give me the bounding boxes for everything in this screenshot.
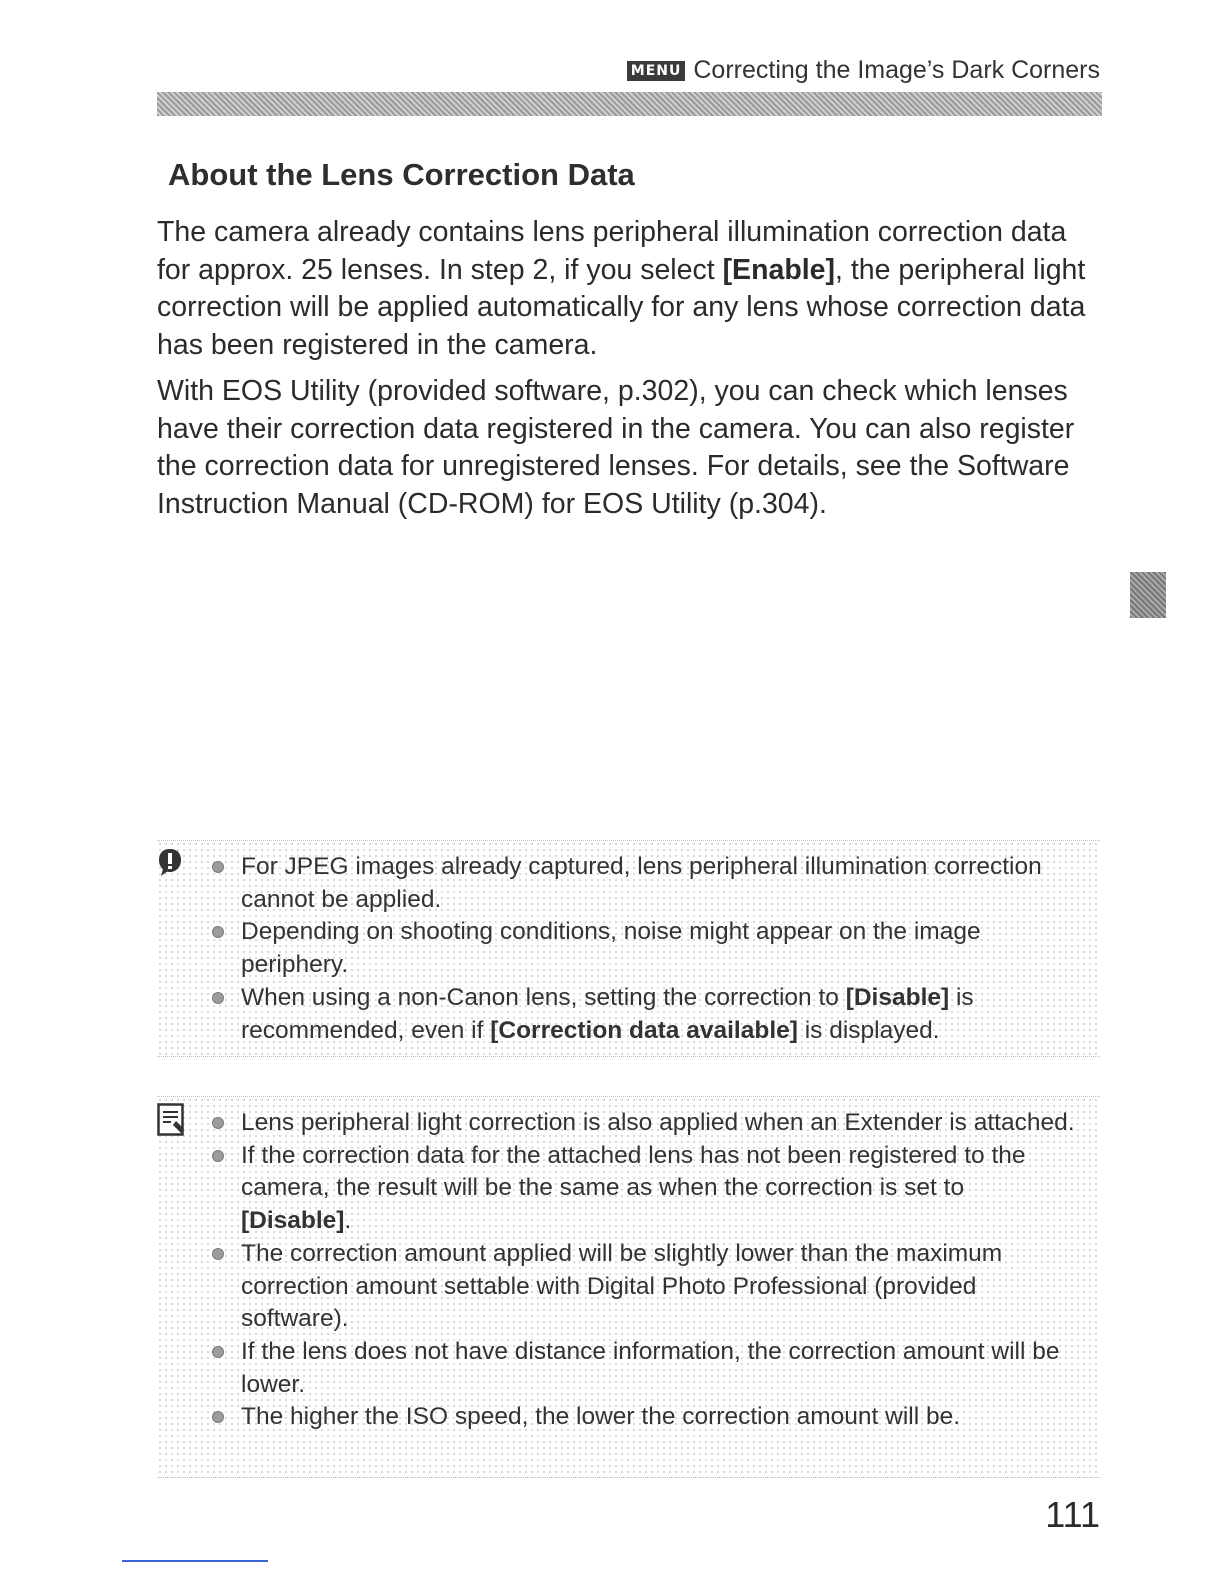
caution-text: is recommended, even if	[241, 983, 974, 1044]
bullet-icon	[212, 1346, 224, 1358]
memo-icon	[157, 1103, 187, 1142]
correction-data-available-label: [Correction data available]	[490, 1016, 798, 1044]
footer-link-line	[122, 1560, 268, 1562]
caution-text: is displayed.	[797, 1016, 940, 1044]
memo-item	[209, 1336, 1080, 1401]
header-bar	[157, 92, 1102, 116]
bullet-icon	[212, 1411, 224, 1423]
disable-setting-label: [Disable]	[241, 1207, 345, 1235]
enable-setting-label: [Enable]	[722, 253, 835, 286]
caution-box	[157, 840, 1100, 1057]
body-paragraph-1	[157, 214, 1107, 364]
caution-item	[209, 851, 1080, 916]
header-title: Correcting the Image’s Dark Corners	[693, 56, 1100, 84]
memo-item	[209, 1238, 1080, 1336]
memo-text: If the correction data for the attached lens has not been registered to the camera, the result will be the same as when the correction is set to	[241, 1141, 1026, 1202]
caution-text: When using a non-Canon lens, setting the correction to	[241, 983, 846, 1011]
bullet-icon	[212, 926, 224, 938]
memo-text: .	[344, 1207, 352, 1235]
memo-box	[157, 1096, 1100, 1478]
bullet-icon	[212, 861, 224, 873]
bullet-icon	[212, 1248, 224, 1260]
bullet-icon	[212, 1150, 224, 1162]
menu-badge: MENU	[627, 61, 686, 81]
memo-item	[209, 1401, 1080, 1434]
memo-item	[209, 1107, 1080, 1140]
chapter-side-tab	[1130, 572, 1166, 618]
p1-text-after: , the peripheral light correction will be applied automatically for any lens whose correction data has been registered in the camera.	[157, 253, 1086, 361]
caution-item	[209, 982, 1080, 1047]
memo-text: Lens peripheral light correction is also applied when an Extender is attached.	[241, 1109, 1075, 1136]
p1-text-before: The camera already contains lens peripheral illumination correction data for approx. 25 lenses. In step 2, if you select	[157, 216, 1067, 286]
memo-text: The higher the ISO speed, the lower the correction amount will be.	[241, 1403, 961, 1431]
page-number: 111	[1045, 1494, 1100, 1535]
memo-list	[209, 1107, 1080, 1434]
caution-list	[209, 851, 1080, 1047]
caution-icon	[157, 847, 183, 882]
bullet-icon	[212, 992, 224, 1004]
caution-item	[209, 916, 1080, 981]
body-paragraph-2	[157, 373, 1107, 523]
page-header	[627, 56, 1100, 85]
memo-text: If the lens does not have distance information, the correction amount will be lower.	[241, 1337, 1060, 1398]
caution-text: Depending on shooting conditions, noise might appear on the image periphery.	[241, 918, 981, 979]
p2-text: With EOS Utility (provided software, p.302), you can check which lenses have their correction data registered in the camera. You can also register the correction data for unregistered lenses. For details, see the Software Instruction Manual (CD-ROM) for EOS Utility (p.304).	[157, 375, 1075, 520]
disable-setting-label: [Disable]	[845, 983, 950, 1011]
memo-item	[209, 1140, 1080, 1238]
memo-text: The correction amount applied will be slightly lower than the maximum correction amount settable with Digital Photo Professional (provided software).	[241, 1239, 1003, 1333]
bullet-icon	[212, 1117, 224, 1129]
section-title: About the Lens Correction Data	[168, 157, 635, 192]
caution-text: For JPEG images already captured, lens peripheral illumination correction cannot be applied.	[241, 853, 1042, 913]
